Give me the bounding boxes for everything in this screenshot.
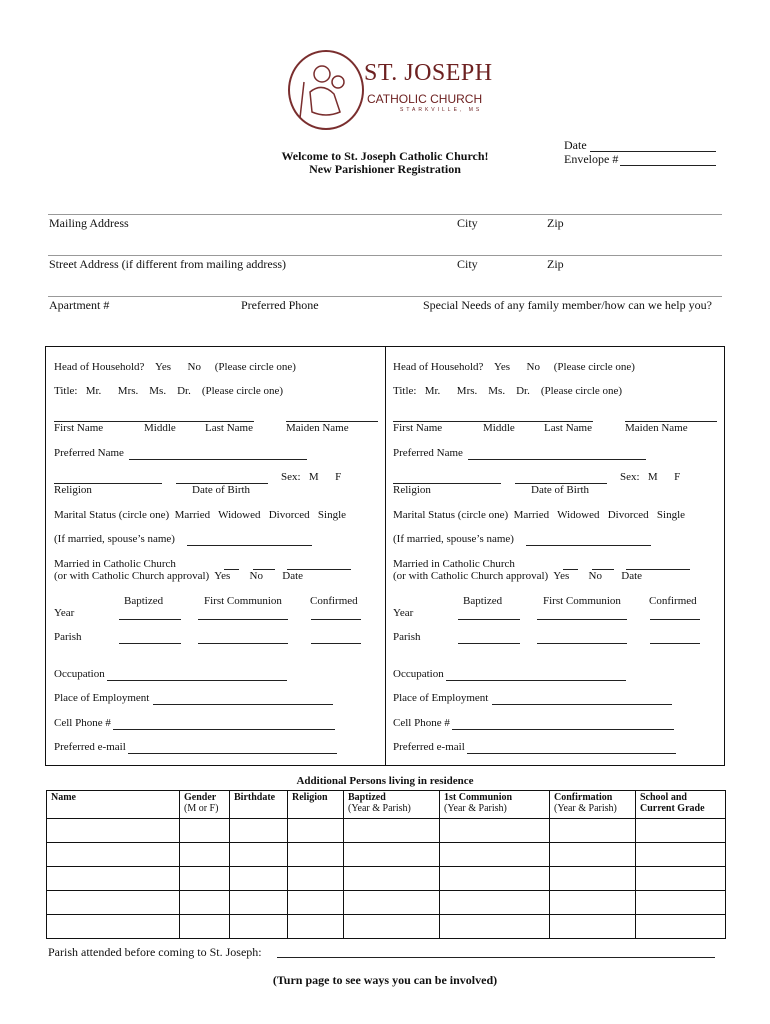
last-name-label: Last Name <box>205 422 253 434</box>
city-label: City <box>457 216 478 230</box>
parish-label: Parish <box>393 631 421 643</box>
zip-label: Zip <box>547 216 564 230</box>
email-label: Preferred e-mail <box>54 741 126 753</box>
column-header <box>180 791 230 819</box>
parish-label: Parish <box>54 631 82 643</box>
marital-single-option[interactable]: Single <box>317 509 347 521</box>
baptized-parish-field[interactable] <box>458 643 520 644</box>
table-cell[interactable] <box>288 867 344 891</box>
marital-single-option[interactable]: Single <box>656 509 686 521</box>
title-mrs-option[interactable]: Mrs. <box>117 385 139 397</box>
table-cell[interactable] <box>344 843 440 867</box>
title-dr-option[interactable]: Dr. <box>177 385 191 397</box>
church-logo-seal <box>288 50 364 130</box>
table-cell[interactable] <box>180 867 230 891</box>
spouse-field[interactable] <box>526 545 651 546</box>
marital-widowed-option[interactable]: Widowed <box>218 509 261 521</box>
email-field[interactable] <box>467 753 676 754</box>
sex-m-option[interactable]: M <box>647 471 658 483</box>
additional-persons-title: Additional Persons living in residence <box>296 775 474 787</box>
middle-name-label: Middle <box>144 422 176 434</box>
married-catholic-label: Married in Catholic Church <box>393 558 515 570</box>
last-name-label: Last Name <box>544 422 592 434</box>
preferred-name-label: Preferred Name <box>393 447 463 459</box>
spouse-label: (If married, spouse’s name) <box>54 533 175 545</box>
table-cell[interactable] <box>636 891 726 915</box>
table-cell[interactable] <box>230 843 288 867</box>
table-cell[interactable] <box>230 867 288 891</box>
title-dr-option[interactable]: Dr. <box>516 385 530 397</box>
confirmed-parish-field[interactable] <box>650 643 700 644</box>
special-needs-label: Special Needs of any family member/how can we help you? <box>423 298 712 312</box>
marital-married-option[interactable]: Married <box>174 509 211 521</box>
table-cell[interactable] <box>180 843 230 867</box>
baptized-year-field[interactable] <box>119 619 181 620</box>
logo-subtitle: CATHOLIC CHURCH <box>367 92 483 106</box>
baptized-label: Baptized <box>124 595 164 607</box>
column-header-label: Religion <box>292 792 328 803</box>
table-cell[interactable] <box>180 891 230 915</box>
marital-married-option[interactable]: Married <box>513 509 550 521</box>
year-label: Year <box>54 607 75 619</box>
head-yes-option[interactable]: Yes <box>155 361 172 373</box>
household-divider <box>385 347 386 765</box>
married-date-field[interactable] <box>626 569 690 570</box>
married-no-blank[interactable] <box>253 569 275 570</box>
table-row <box>47 867 726 891</box>
dob-label: Date of Birth <box>192 484 251 496</box>
communion-parish-field[interactable] <box>198 643 288 644</box>
first-name-label: First Name <box>393 422 443 434</box>
email-label: Preferred e-mail <box>393 741 465 753</box>
column-header-sublabel: (Year & Parish) <box>444 803 507 814</box>
column-header <box>288 791 344 819</box>
column-header-label: Baptized <box>348 792 386 803</box>
column-header-label: Gender <box>184 792 217 803</box>
column-header-label: School and <box>640 792 687 803</box>
mailing-address-line[interactable] <box>48 214 722 215</box>
head-yes-option[interactable]: Yes <box>494 361 511 373</box>
column-header <box>344 791 440 819</box>
maiden-name-label: Maiden Name <box>286 422 349 434</box>
confirmed-label: Confirmed <box>310 595 358 607</box>
marital-row: Marital Status (circle one) Married Widowed Divorced Single <box>393 509 686 521</box>
title-row: Title: Mr. Mrs. Ms. Dr. (Please circle one) <box>54 385 284 397</box>
form-title: New Parishioner Registration <box>309 162 461 176</box>
table-cell[interactable] <box>636 867 726 891</box>
table-cell[interactable] <box>288 891 344 915</box>
first-communion-label: First Communion <box>543 595 621 607</box>
table-row <box>47 843 726 867</box>
table-cell[interactable] <box>47 867 180 891</box>
table-cell[interactable] <box>230 891 288 915</box>
title-ms-option[interactable]: Ms. <box>149 385 167 397</box>
title-mr-option[interactable]: Mr. <box>85 385 102 397</box>
married-catholic-label: Married in Catholic Church <box>54 558 176 570</box>
head-no-option[interactable]: No <box>526 361 540 373</box>
baptized-year-field[interactable] <box>458 619 520 620</box>
married-catholic-approval-row: (or with Catholic Church approval) Yes No Date <box>393 570 643 582</box>
confirmed-label: Confirmed <box>649 595 697 607</box>
column-header-label: Birthdate <box>234 792 276 803</box>
occupation-field[interactable] <box>107 680 287 681</box>
title-ms-option[interactable]: Ms. <box>488 385 506 397</box>
cell-phone-label: Cell Phone # <box>393 717 450 729</box>
table-cell[interactable] <box>440 843 550 867</box>
column-header <box>550 791 636 819</box>
preferred-name-field[interactable] <box>468 459 646 460</box>
marital-widowed-option[interactable]: Widowed <box>557 509 600 521</box>
table-row <box>47 819 726 843</box>
parish-before-label: Parish attended before coming to St. Joseph: <box>48 945 262 959</box>
married-date-field[interactable] <box>287 569 351 570</box>
table-cell[interactable] <box>47 819 180 843</box>
baptized-label: Baptized <box>463 595 503 607</box>
table-row <box>47 891 726 915</box>
religion-label: Religion <box>393 484 431 496</box>
phone-label: Preferred Phone <box>241 298 319 312</box>
occupation-label: Occupation <box>393 668 444 680</box>
head-no-option[interactable]: No <box>187 361 201 373</box>
communion-year-field[interactable] <box>198 619 288 620</box>
head-household-row: Head of Household? Yes No (Please circle one) <box>393 361 635 373</box>
table-row <box>47 915 726 939</box>
table-cell[interactable] <box>344 891 440 915</box>
married-yes-blank[interactable] <box>224 569 239 570</box>
marital-divorced-option[interactable]: Divorced <box>607 509 649 521</box>
zip-label-2: Zip <box>547 257 564 271</box>
sex-row: Sex: M F <box>620 471 681 483</box>
marital-divorced-option[interactable]: Divorced <box>268 509 310 521</box>
table-cell[interactable] <box>180 819 230 843</box>
logo-title: ST. JOSEPH <box>364 60 493 86</box>
married-catholic-yes-option[interactable]: Yes <box>553 570 570 582</box>
married-catholic-no-option[interactable]: No <box>588 570 602 582</box>
communion-year-field[interactable] <box>537 619 627 620</box>
column-header <box>636 791 726 819</box>
employment-label: Place of Employment <box>393 692 489 704</box>
table-cell[interactable] <box>550 867 636 891</box>
table-cell[interactable] <box>288 819 344 843</box>
cell-phone-field[interactable] <box>452 729 674 730</box>
logo-city: STARKVILLE, MS <box>400 107 483 113</box>
spouse-field[interactable] <box>187 545 312 546</box>
table-cell[interactable] <box>344 867 440 891</box>
table-cell[interactable] <box>230 915 288 939</box>
middle-name-label: Middle <box>483 422 515 434</box>
table-cell[interactable] <box>47 891 180 915</box>
married-yes-blank[interactable] <box>563 569 578 570</box>
table-cell[interactable] <box>550 819 636 843</box>
year-label: Year <box>393 607 414 619</box>
column-header-sublabel: Current Grade <box>640 803 705 814</box>
title-mrs-option[interactable]: Mrs. <box>456 385 478 397</box>
column-header-sublabel: (Year & Parish) <box>348 803 411 814</box>
table-cell[interactable] <box>550 891 636 915</box>
table-cell[interactable] <box>636 915 726 939</box>
marital-row: Marital Status (circle one) Married Widowed Divorced Single <box>54 509 347 521</box>
mailing-address-label: Mailing Address <box>49 216 129 230</box>
title-row: Title: Mr. Mrs. Ms. Dr. (Please circle one) <box>393 385 623 397</box>
email-field[interactable] <box>128 753 337 754</box>
table-cell[interactable] <box>47 843 180 867</box>
sex-f-option[interactable]: F <box>674 471 681 483</box>
column-header-sublabel: (Year & Parish) <box>554 803 617 814</box>
column-header-sublabel: (M or F) <box>184 803 219 814</box>
apartment-label: Apartment # <box>49 298 110 312</box>
date-label: Date <box>564 138 587 152</box>
street-address-line[interactable] <box>48 255 722 256</box>
sex-m-option[interactable]: M <box>308 471 319 483</box>
religion-label: Religion <box>54 484 92 496</box>
column-header <box>440 791 550 819</box>
table-cell[interactable] <box>440 915 550 939</box>
married-catholic-no-option[interactable]: No <box>249 570 263 582</box>
occupation-field[interactable] <box>446 680 626 681</box>
married-no-blank[interactable] <box>592 569 614 570</box>
spouse-label: (If married, spouse’s name) <box>393 533 514 545</box>
communion-parish-field[interactable] <box>537 643 627 644</box>
first-name-label: First Name <box>54 422 104 434</box>
apartment-line[interactable] <box>48 296 722 297</box>
preferred-name-field[interactable] <box>129 459 307 460</box>
preferred-name-label: Preferred Name <box>54 447 124 459</box>
table-cell[interactable] <box>550 915 636 939</box>
cell-phone-label: Cell Phone # <box>54 717 111 729</box>
cell-phone-field[interactable] <box>113 729 335 730</box>
employment-field[interactable] <box>153 704 333 705</box>
married-catholic-yes-option[interactable]: Yes <box>214 570 231 582</box>
table-cell[interactable] <box>636 843 726 867</box>
city-label-2: City <box>457 257 478 271</box>
table-cell[interactable] <box>440 891 550 915</box>
street-address-label: Street Address (if different from mailing address) <box>49 257 287 271</box>
confirmed-year-field[interactable] <box>650 619 700 620</box>
table-cell[interactable] <box>440 819 550 843</box>
employment-field[interactable] <box>492 704 672 705</box>
column-header-label: Name <box>51 792 76 803</box>
title-mr-option[interactable]: Mr. <box>424 385 441 397</box>
table-cell[interactable] <box>440 867 550 891</box>
confirmed-parish-field[interactable] <box>311 643 361 644</box>
column-header-label: 1st Communion <box>444 792 513 803</box>
table-cell[interactable] <box>550 843 636 867</box>
additional-persons-table <box>46 790 726 939</box>
envelope-label: Envelope # <box>564 152 619 166</box>
column-header <box>230 791 288 819</box>
maiden-name-label: Maiden Name <box>625 422 688 434</box>
welcome-heading: Welcome to St. Joseph Catholic Church! <box>281 149 489 163</box>
baptized-parish-field[interactable] <box>119 643 181 644</box>
table-cell[interactable] <box>344 819 440 843</box>
parish-before-field[interactable] <box>277 957 715 958</box>
table-cell[interactable] <box>47 915 180 939</box>
turn-page-note: (Turn page to see ways you can be involved) <box>272 973 498 987</box>
column-header-label: Confirmation <box>554 792 613 803</box>
first-communion-label: First Communion <box>204 595 282 607</box>
occupation-label: Occupation <box>54 668 105 680</box>
table-cell[interactable] <box>288 915 344 939</box>
employment-label: Place of Employment <box>54 692 150 704</box>
table-cell[interactable] <box>230 819 288 843</box>
sex-row: Sex: M F <box>281 471 342 483</box>
column-header <box>47 791 180 819</box>
dob-label: Date of Birth <box>531 484 590 496</box>
table-cell[interactable] <box>636 819 726 843</box>
sex-f-option[interactable]: F <box>335 471 342 483</box>
head-household-row: Head of Household? Yes No (Please circle one) <box>54 361 296 373</box>
confirmed-year-field[interactable] <box>311 619 361 620</box>
table-cell[interactable] <box>344 915 440 939</box>
table-cell[interactable] <box>180 915 230 939</box>
married-catholic-approval-row: (or with Catholic Church approval) Yes No Date <box>54 570 304 582</box>
table-cell[interactable] <box>288 843 344 867</box>
